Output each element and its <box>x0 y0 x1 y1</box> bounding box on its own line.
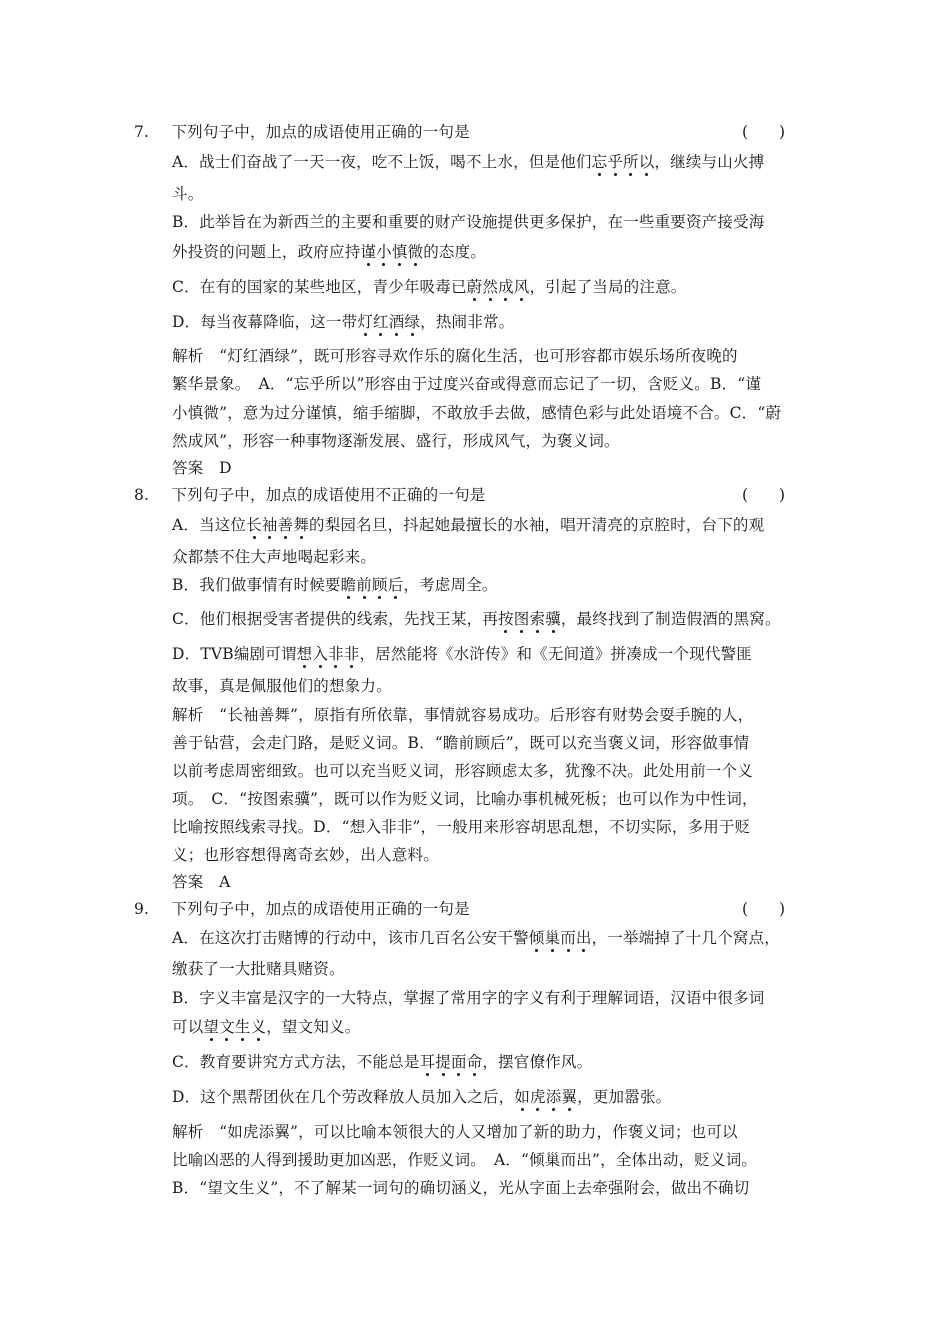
q7-explanation-3: 小慎微”，意为过分谨慎，缩手缩脚，不敢放手去做，感情色彩与此处语境不合。C．“蔚 <box>172 404 782 422</box>
q9-stem-line <box>134 899 470 919</box>
q8-b-text-tail: ，考虑周全。 <box>403 576 498 594</box>
q9-c-text: C．教育要讲究方式方法，不能总是 <box>172 1053 420 1071</box>
q7-option-a <box>172 152 764 172</box>
q7-stem: 下列句子中，加点的成语使用正确的一句是 <box>171 123 470 141</box>
emphasis-dot-char: 绿 <box>404 313 421 331</box>
emphasis-dot-char: 长 <box>246 516 262 534</box>
q8-c-text-tail: ，最终找到了制造假酒的黑窝。 <box>560 610 781 628</box>
q8-option-d <box>172 644 752 664</box>
emphasis-dot-char: 酒 <box>388 313 405 331</box>
emphasis-dot-char: 非 <box>343 645 360 663</box>
q7-option-c <box>172 277 687 297</box>
q9-d-text: D．这个黑帮团伙在几个劳改释放人员加入之后， <box>172 1088 515 1106</box>
q9-d-idiom <box>514 1088 577 1106</box>
q8-d-idiom <box>297 645 360 663</box>
q8-d-text: D．TVB编剧可谓 <box>172 645 297 663</box>
q7-c-idiom <box>467 278 530 296</box>
q9-a-text-tail: ，一举端掉了十几个窝点， <box>591 929 781 947</box>
q9-c-text-tail: ，摆官僚作风。 <box>482 1053 593 1071</box>
emphasis-dot-char: 袖 <box>261 516 278 534</box>
q8-b-idiom <box>341 576 404 594</box>
emphasis-dot-char: 顾 <box>372 576 388 594</box>
emphasis-dot-char: 翼 <box>561 1088 578 1106</box>
emphasis-dot-char: 忘 <box>591 153 608 171</box>
q8-stem-line <box>134 485 486 505</box>
q7-c-text-tail: ，引起了当局的注意。 <box>529 278 687 296</box>
emphasis-dot-char: 耳 <box>419 1053 436 1071</box>
q8-a-idiom <box>246 516 309 534</box>
emphasis-dot-char: 虎 <box>530 1088 546 1106</box>
q8-c-idiom <box>498 610 561 628</box>
emphasis-dot-char: 善 <box>277 516 294 534</box>
q7-b-text: 外投资的问题上，政府应持 <box>172 243 361 261</box>
q9-answer-paren: ( ) <box>742 900 786 918</box>
emphasis-dot-char: 索 <box>529 610 546 628</box>
q7-explanation-1: 解析 “灯红酒绿”，既可形容寻欢作乐的腐化生活，也可形容都市娱乐场所夜晚的 <box>172 347 738 365</box>
emphasis-dot-char: 微 <box>407 243 424 261</box>
q7-answer-paren: ( ) <box>742 123 786 141</box>
q9-d-text-tail: ，更加嚣张。 <box>577 1088 672 1106</box>
q8-a-text: A．当这位 <box>172 516 247 534</box>
emphasis-dot-char: 红 <box>373 313 389 331</box>
q7-a-idiom <box>592 153 655 171</box>
q7-a-text-tail: ，继续与山火搏 <box>654 153 765 171</box>
q9-option-b-cont <box>172 1017 360 1037</box>
q9-c-idiom <box>420 1053 483 1071</box>
q9-stem: 下列句子中，加点的成语使用正确的一句是 <box>171 900 470 918</box>
q7-option-d <box>172 312 514 332</box>
q8-a-text-tail: 的梨园名旦，抖起她最擅长的水袖，唱开清亮的京腔时，台下的观 <box>309 516 765 534</box>
q9-option-a <box>172 928 780 948</box>
q7-answer: 答案 D <box>172 459 232 477</box>
q9-a-idiom <box>529 929 592 947</box>
q9-explanation-1: 解析 “如虎添翼”，可以比喻本领很大的人又增加了新的助力，作褒义词；也可以 <box>172 1123 738 1141</box>
q8-b-text: B．我们做事情有时候要 <box>172 576 341 594</box>
q9-option-d <box>172 1087 671 1107</box>
emphasis-dot-char: 义 <box>250 1018 267 1036</box>
emphasis-dot-char: 提 <box>435 1053 451 1071</box>
q7-c-text: C．在有的国家的某些地区，青少年吸毒已 <box>172 278 467 296</box>
q7-stem-line <box>134 122 470 142</box>
q8-answer-paren: ( ) <box>742 486 786 504</box>
q8-explanation-4: 项。 C．“按图索骥”，既可以作为贬义词，比喻办事机械死板；也可以作为中性词， <box>172 790 758 808</box>
q7-option-b: B．此举旨在为新西兰的主要和重要的财产设施提供更多保护，在一些重要资产接受海 <box>172 213 765 231</box>
emphasis-dot-char: 巢 <box>544 929 561 947</box>
emphasis-dot-char: 风 <box>513 278 530 296</box>
q8-option-d-cont: 故事，真是佩服他们的想象力。 <box>172 677 392 695</box>
emphasis-dot-char: 谨 <box>360 243 377 261</box>
emphasis-dot-char: 瞻 <box>340 576 357 594</box>
emphasis-dot-char: 倾 <box>528 929 545 947</box>
emphasis-dot-char: 小 <box>376 243 392 261</box>
q9-option-c <box>172 1052 592 1072</box>
emphasis-dot-char: 舞 <box>293 516 310 534</box>
q8-number: 8. <box>134 486 150 504</box>
q8-option-a-cont: 众都禁不住大声地喝起彩来。 <box>172 548 377 566</box>
q7-option-a-cont: 斗。 <box>172 185 204 203</box>
q7-option-b-cont <box>172 242 486 262</box>
q7-b-text-tail: 的态度。 <box>423 243 487 261</box>
q8-option-c <box>172 609 781 629</box>
q7-number: 7. <box>134 123 150 141</box>
emphasis-dot-char: 所 <box>623 153 639 171</box>
emphasis-dot-char: 蔚 <box>466 278 483 296</box>
q8-explanation-1: 解析 “长袖善舞”，原指有所依靠，事情就容易成功。后形容有财势会耍手腕的人， <box>172 706 754 724</box>
emphasis-dot-char: 入 <box>312 645 329 663</box>
emphasis-dot-char: 按 <box>498 610 514 628</box>
q9-option-b: B．字义丰富是汉字的一大特点，掌握了常用字的字义有利于理解词语，汉语中很多词 <box>172 989 765 1007</box>
emphasis-dot-char: 非 <box>328 645 344 663</box>
q8-explanation-5: 比喻按照线索寻找。D．“想入非非”，一般用来形容胡思乱想，不切实际，多用于贬 <box>172 818 751 836</box>
emphasis-dot-char: 乎 <box>607 153 624 171</box>
emphasis-dot-char: 文 <box>219 1018 235 1036</box>
emphasis-dot-char: 想 <box>296 645 313 663</box>
emphasis-dot-char: 如 <box>514 1088 531 1106</box>
q7-d-text: D．每当夜幕降临，这一带 <box>172 313 358 331</box>
q8-option-a <box>172 515 764 535</box>
q9-b-text: 可以 <box>172 1018 204 1036</box>
q9-number: 9. <box>134 900 150 918</box>
q8-option-b <box>172 575 498 595</box>
emphasis-dot-char: 后 <box>387 576 404 594</box>
q8-d-text-tail: ，居然能将《水浒传》和《无间道》拼凑成一个现代警匪 <box>359 645 752 663</box>
q9-b-text-tail: ，望文知义。 <box>266 1018 361 1036</box>
emphasis-dot-char: 慎 <box>391 243 408 261</box>
q7-d-idiom <box>357 313 420 331</box>
q9-option-a-cont: 缴获了一大批赌具赌资。 <box>172 960 345 978</box>
q8-explanation-3: 以前考虑周密细致。也可以充当贬义词，形容顾虑太多，犹豫不决。此处用前一个义 <box>172 762 753 780</box>
q8-stem: 下列句子中，加点的成语使用不正确的一句是 <box>171 486 486 504</box>
q7-a-text: A．战士们奋战了一天一夜，吃不上饭，喝不上水，但是他们 <box>172 153 592 171</box>
emphasis-dot-char: 望 <box>203 1018 220 1036</box>
emphasis-dot-char: 添 <box>545 1088 562 1106</box>
emphasis-dot-char: 面 <box>450 1053 467 1071</box>
q9-explanation-2: 比喻凶恶的人得到援助更加凶恶，作贬义词。 A．“倾巢而出”，全体出动，贬义词。 <box>172 1151 758 1169</box>
q8-answer: 答案 A <box>172 873 231 891</box>
q8-explanation-6: 义；也形容想得离奇玄妙，出人意料。 <box>172 846 439 864</box>
q8-c-text: C．他们根据受害者提供的线索，先找王某，再 <box>172 610 499 628</box>
emphasis-dot-char: 而 <box>560 929 576 947</box>
q9-b-idiom <box>203 1018 266 1036</box>
emphasis-dot-char: 骥 <box>545 610 561 628</box>
emphasis-dot-char: 生 <box>234 1018 251 1036</box>
emphasis-dot-char: 命 <box>466 1053 483 1071</box>
emphasis-dot-char: 以 <box>638 153 655 171</box>
emphasis-dot-char: 前 <box>356 576 372 594</box>
emphasis-dot-char: 出 <box>575 929 592 947</box>
q8-explanation-2: 善于钻营，会走门路，是贬义词。B．“瞻前顾后”，既可以充当褒义词，形容做事情 <box>172 734 750 752</box>
q9-explanation-3: B．“望文生义”，不了解某一词句的确切涵义，光从字面上去牵强附会，做出不确切 <box>172 1179 750 1197</box>
emphasis-dot-char: 图 <box>513 610 530 628</box>
q7-explanation-4: 然成风”，形容一种事物逐渐发展、盛行，形成风气，为褒义词。 <box>172 432 620 450</box>
q7-d-text-tail: ，热闹非常。 <box>420 313 515 331</box>
emphasis-dot-char: 成 <box>498 278 514 296</box>
q7-explanation-2: 繁华景象。 A．“忘乎所以”形容由于过度兴奋或得意而忘记了一切，含贬义。B．“谨 <box>172 375 762 393</box>
q9-a-text: A．在这次打击赌博的行动中，该市几百名公安干警 <box>172 929 529 947</box>
emphasis-dot-char: 然 <box>482 278 499 296</box>
emphasis-dot-char: 灯 <box>357 313 374 331</box>
q7-b-idiom <box>360 243 423 261</box>
